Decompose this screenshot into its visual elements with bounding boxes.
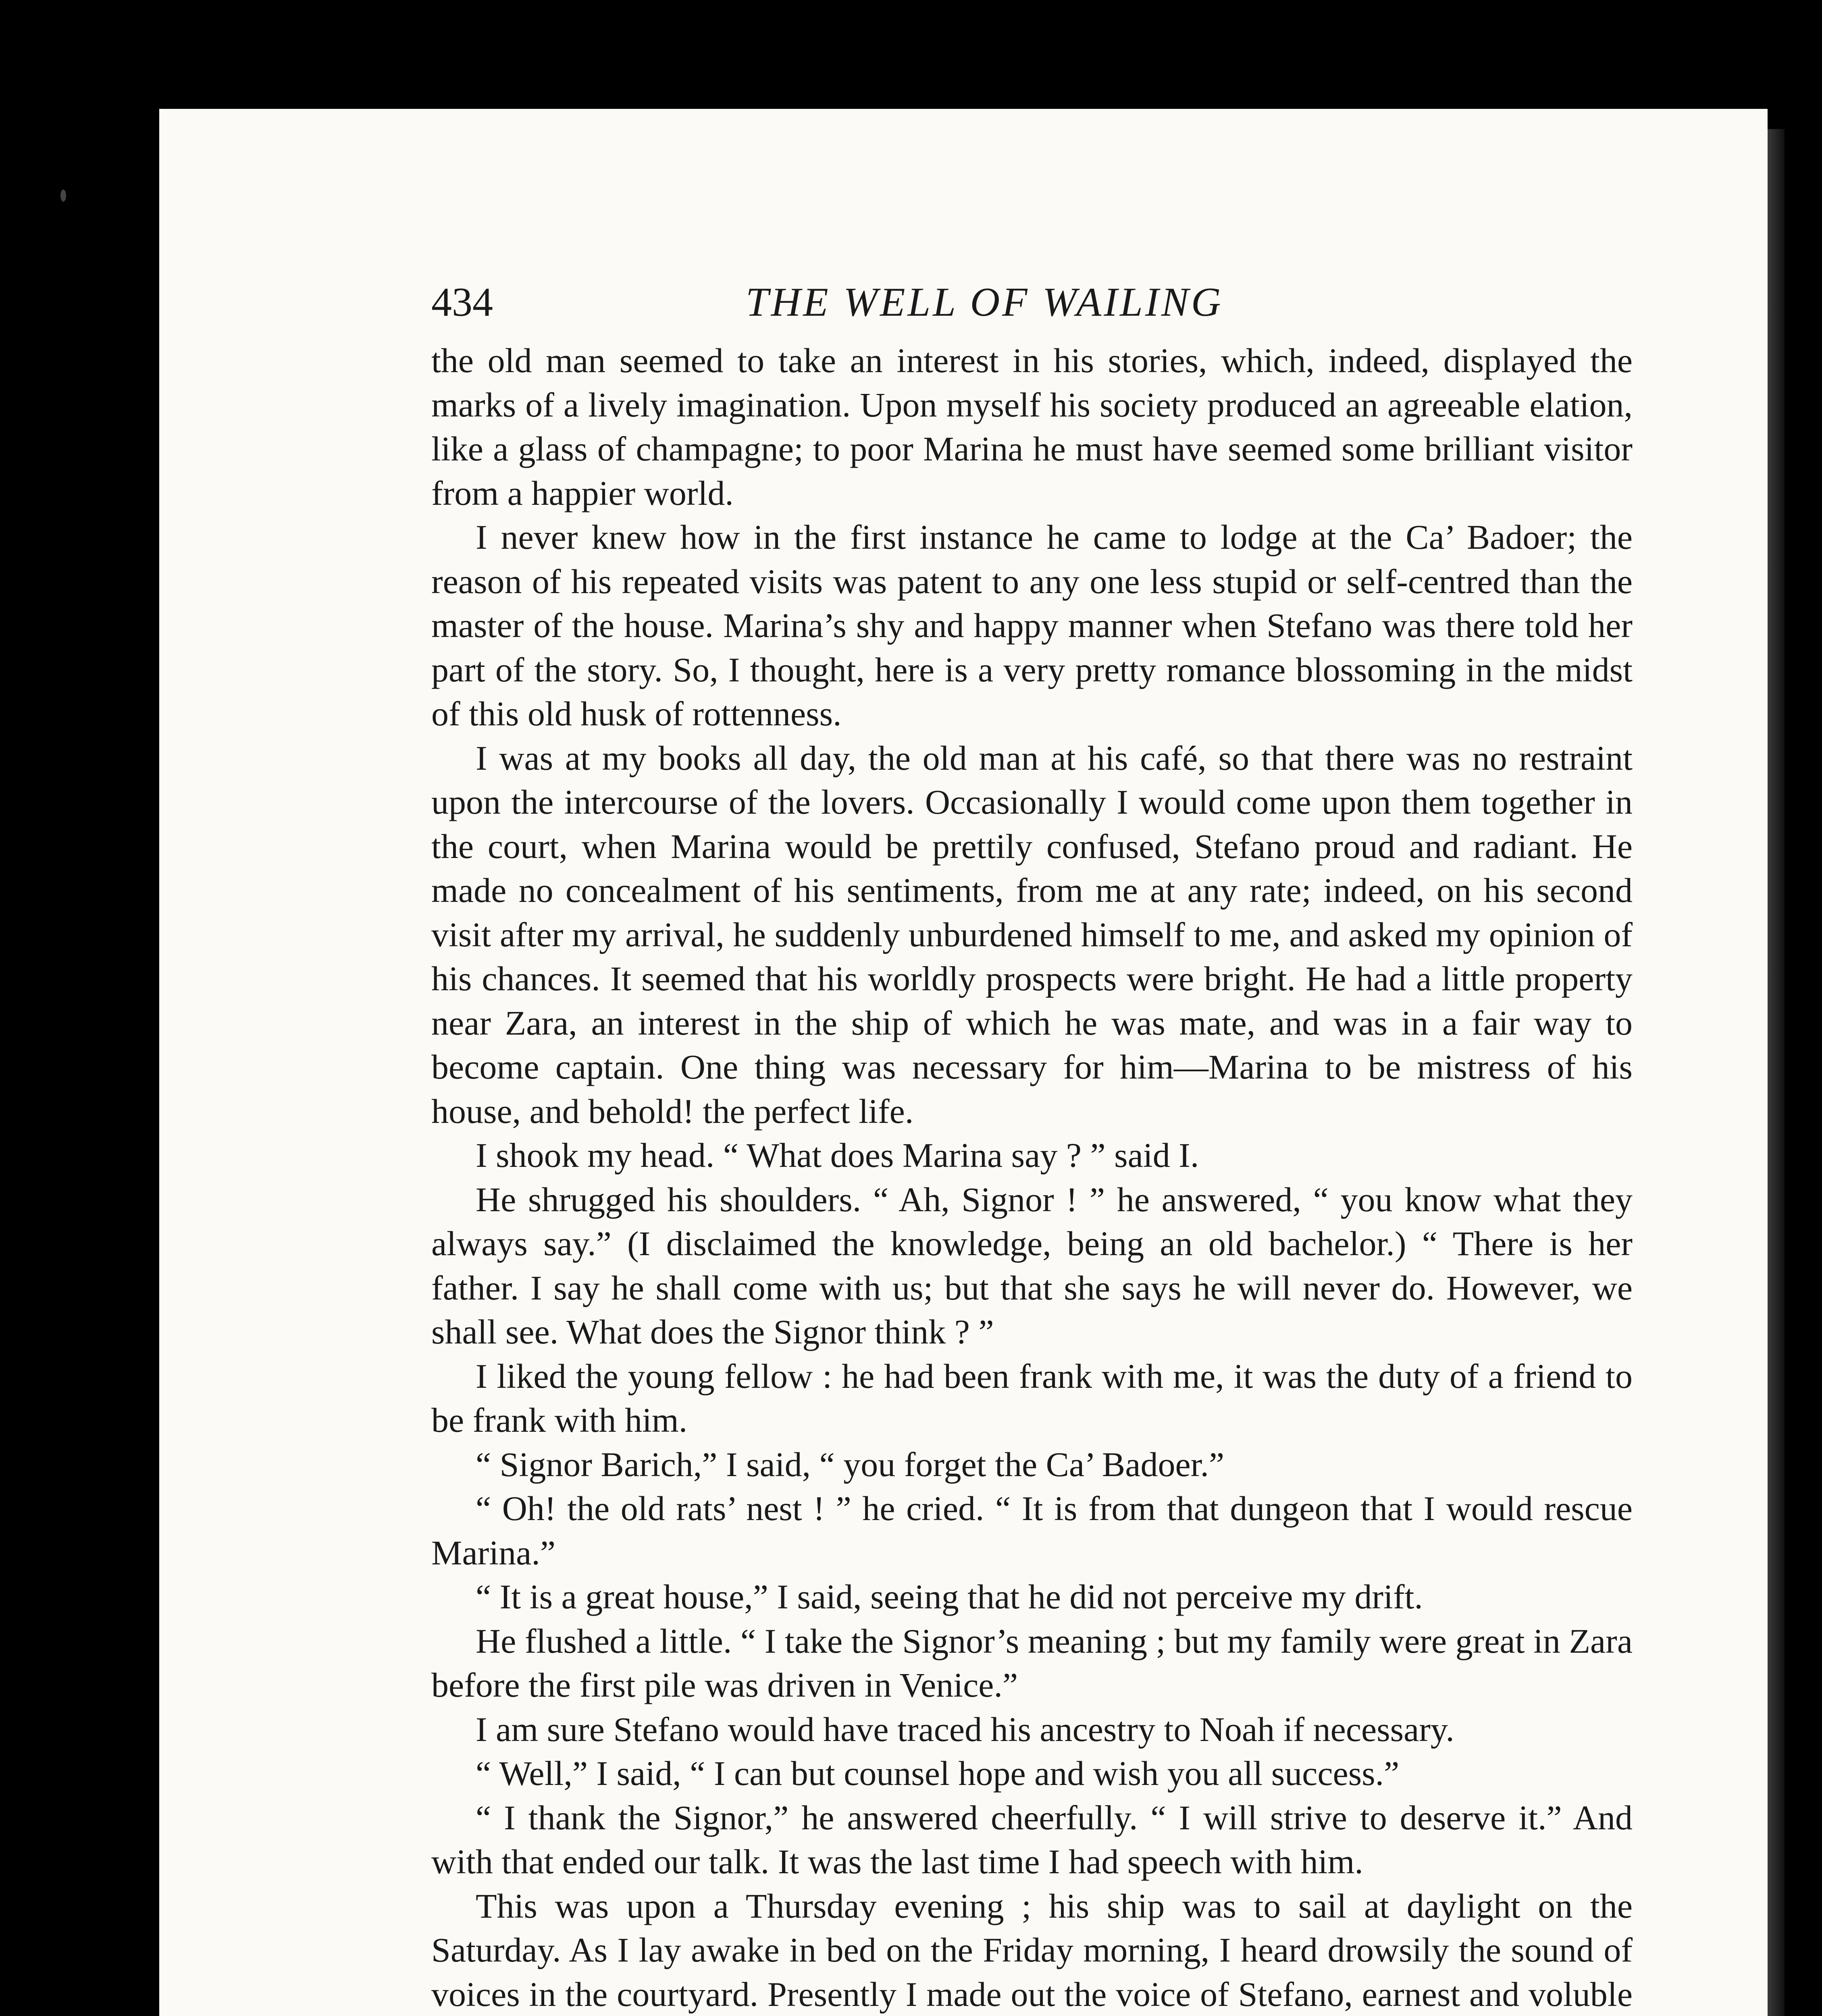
paragraph: “ Well,” I said, “ I can but counsel hope and wish you all success.” bbox=[476, 1754, 1400, 1793]
paragraph: “ I thank the Signor,” he answered cheerfully. “ I will strive to deserve it.” And with that ended our talk. It was the last time I had speech with him. bbox=[431, 1798, 1633, 1881]
scan-speck bbox=[60, 190, 66, 202]
body-text bbox=[431, 339, 1633, 2016]
paragraph: “ Oh! the old rats’ nest ! ” he cried. “ It is from that dungeon that I would rescue Marina.” bbox=[431, 1489, 1633, 1572]
paragraph: “ Signor Barich,” I said, “ you forget the Ca’ Badoer.” bbox=[476, 1445, 1225, 1484]
paragraph: I am sure Stefano would have traced his ancestry to Noah if necessary. bbox=[476, 1710, 1454, 1749]
paragraph: the old man seemed to take an interest in his stories, which, indeed, displayed the marks of a lively imagination. Upon myself his society produced an agreeable elation, like a glass of champagne; to poor Marina he must have seemed some brilliant visitor from a happier world. bbox=[431, 341, 1633, 512]
paragraph: I never knew how in the first instance he came to lodge at the Ca’ Badoer; the reason of his repeated visits was patent to any one less stupid or self-centred than the master of the house. Marina’s shy and happy manner when Stefano was there told her part of the story. So, I thought, here is a very pretty romance blossoming in the midst of this old husk of rottenness. bbox=[431, 518, 1633, 733]
paragraph: This was upon a Thursday evening ; his ship was to sail at daylight on the Saturday. As I lay awake in bed on the Friday morning, I heard drowsily the sound of voices in the courtyard. Presently I made out the voice of Stefano, earnest and voluble bbox=[431, 1886, 1633, 2014]
paragraph: I liked the young fellow : he had been frank with me, it was the duty of a friend to be frank with him. bbox=[431, 1356, 1633, 1439]
page-number: 434 bbox=[431, 279, 493, 325]
paragraph: He flushed a little. “ I take the Signor’s meaning ; but my family were great in Zara before the first pile was driven in Venice.” bbox=[431, 1621, 1633, 1704]
paragraph: I shook my head. “ What does Marina say ? ” said I. bbox=[476, 1136, 1199, 1175]
paragraph: “ It is a great house,” I said, seeing that he did not perceive my drift. bbox=[476, 1577, 1423, 1616]
page-gutter-edge bbox=[1768, 129, 1785, 2016]
paragraph: I was at my books all day, the old man at his café, so that there was no restraint upon the intercourse of the lovers. Occasionally I would come upon them together in the court, when Marina would be prettily confused, Stefano proud and radiant. He made no concealment of his sentiments, from me at any rate; indeed, on his second visit after my arrival, he suddenly unburdened himself to me, and asked my opinion of his chances. It seemed that his worldly prospects were bright. He had a little property near Zara, an interest in the ship of which he was mate, and was in a fair way to become captain. One thing was necessary for him—Marina to be mistress of his house, and behold! the perfect life. bbox=[431, 738, 1633, 1131]
page-header bbox=[431, 266, 1641, 339]
paragraph: He shrugged his shoulders. “ Ah, Signor ! ” he answered, “ you know what they always say.” (I disclaimed the knowledge, being an old bachelor.) “ There is her father. I say he shall come with us; but that she says he will never do. However, we shall see. What does the Signor think ? ” bbox=[431, 1180, 1633, 1351]
running-title: THE WELL OF WAILING bbox=[746, 279, 1223, 325]
